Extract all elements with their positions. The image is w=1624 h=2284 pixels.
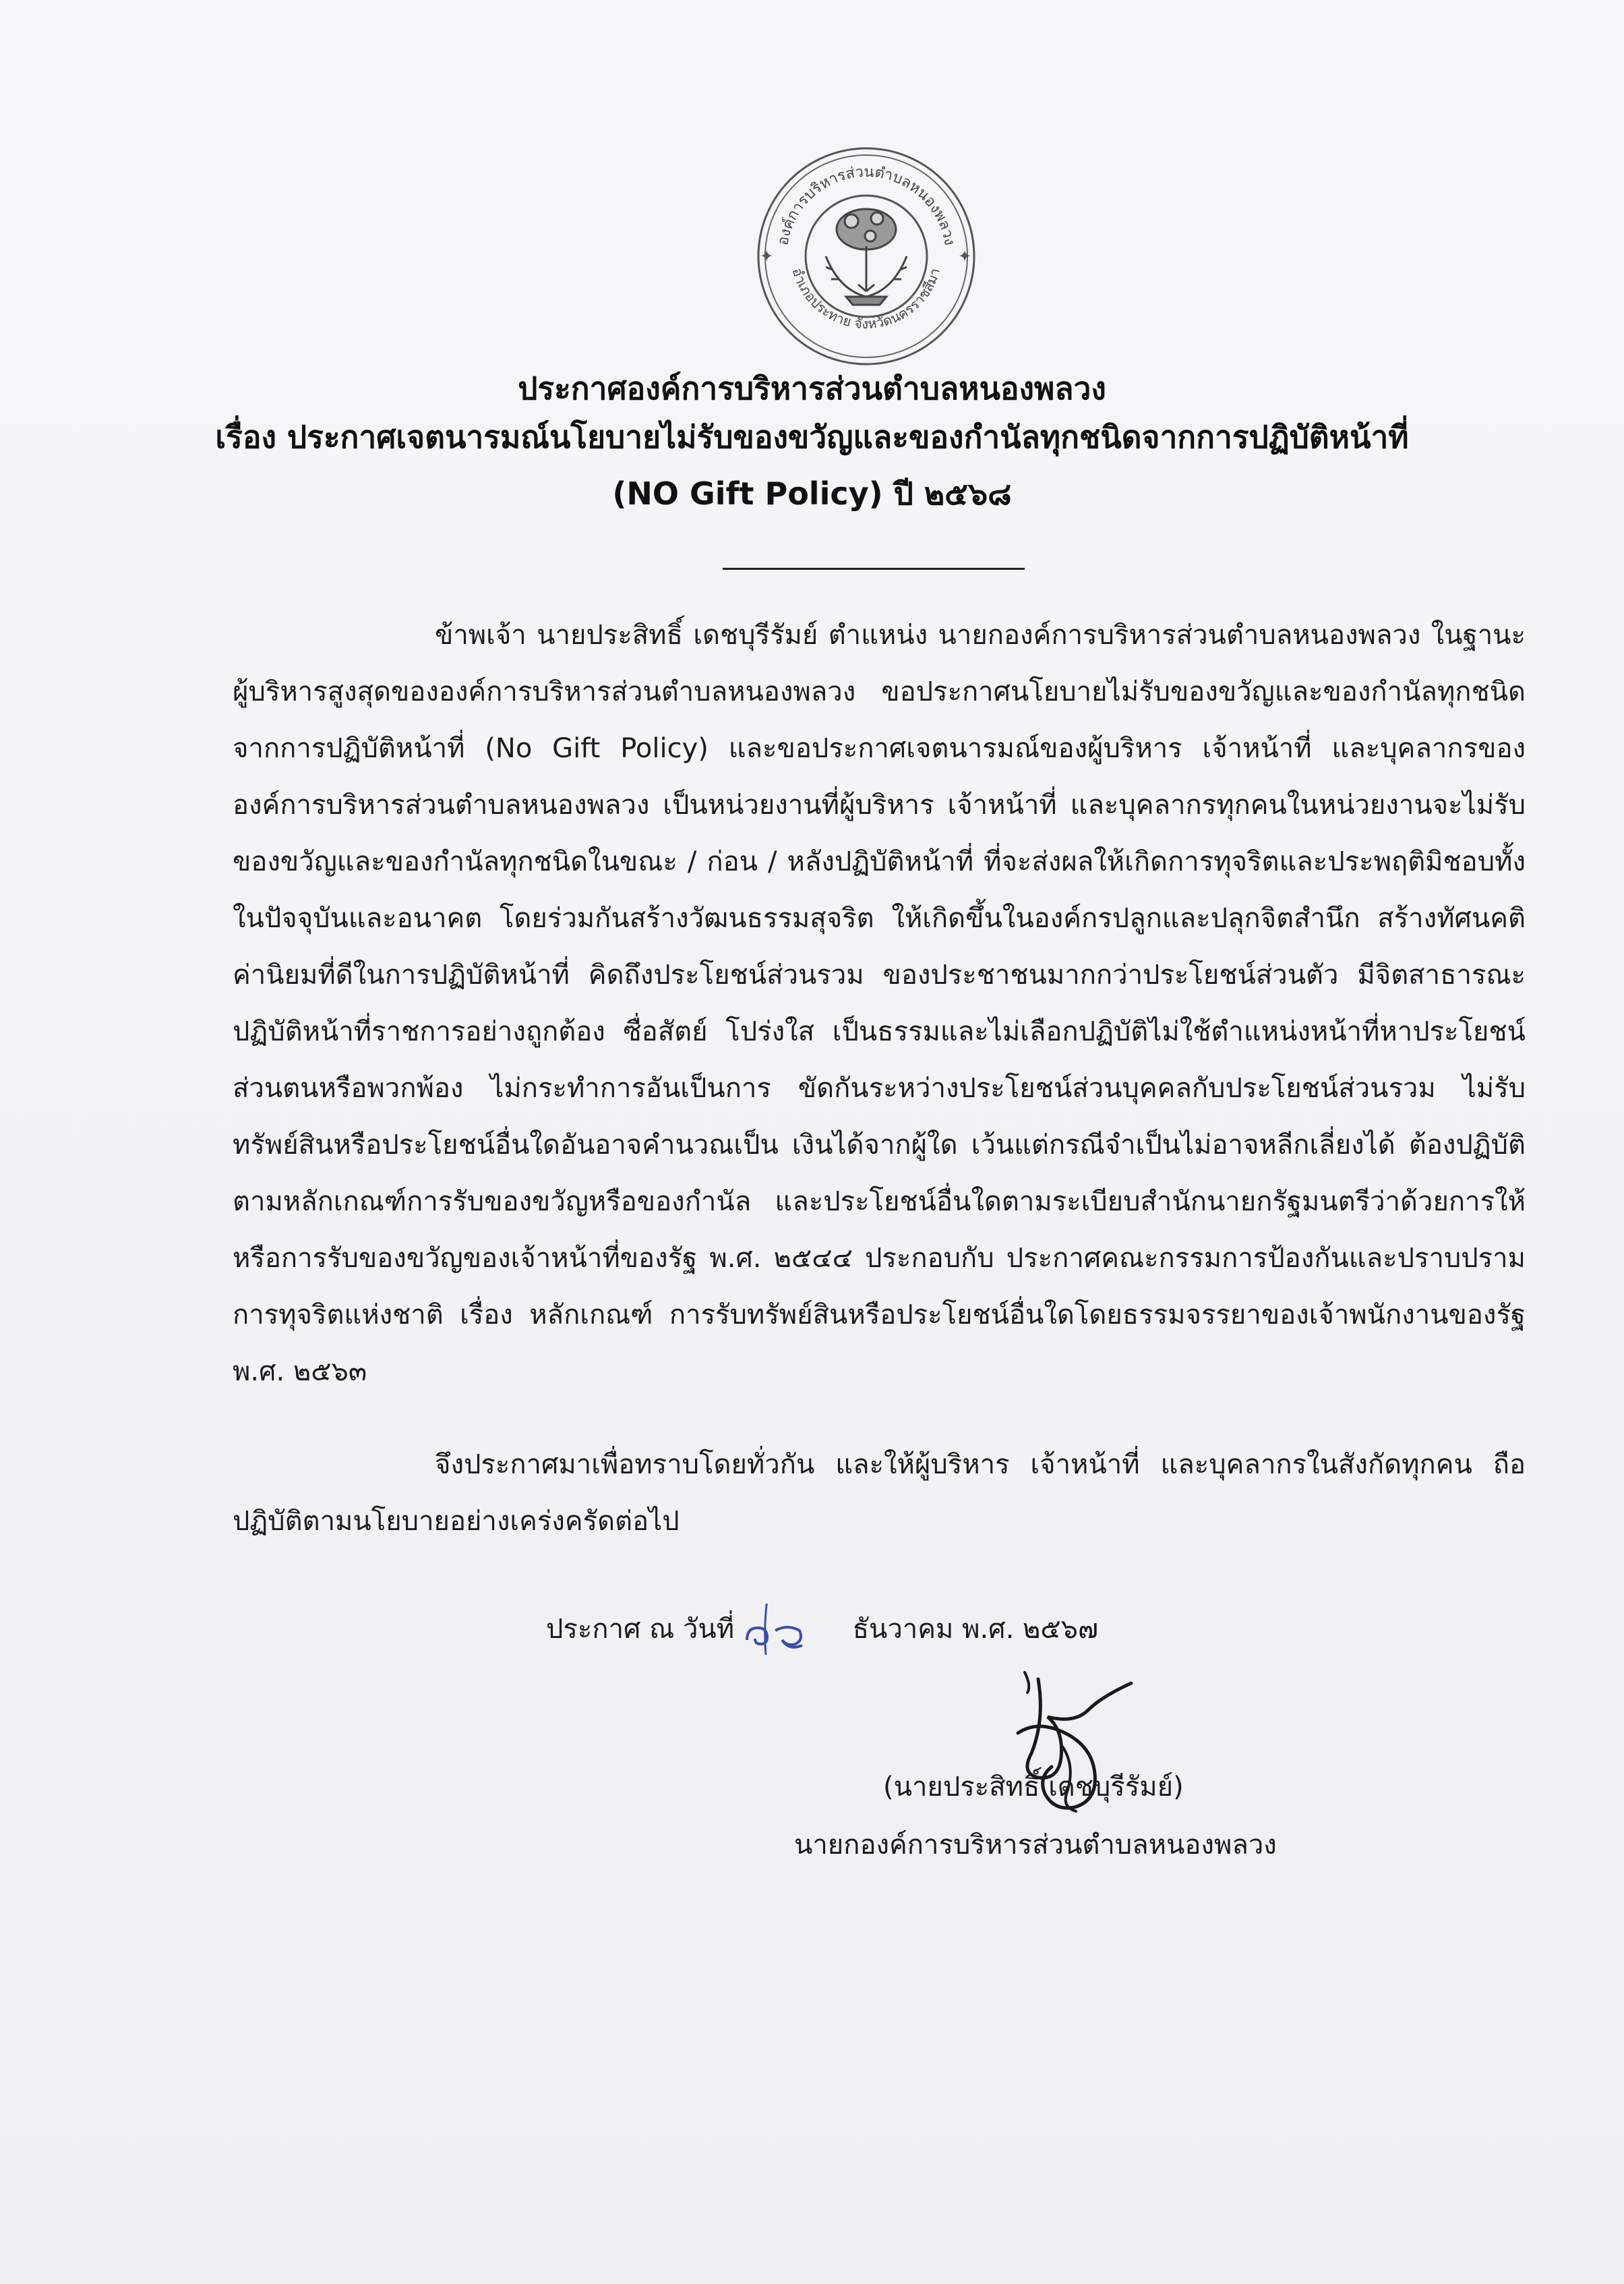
- signatory-name: (นายประสิทธิ์ เดชบุรีรัมย์): [883, 1771, 1184, 1803]
- announcement-policy-year: (NO Gift Policy) ปี ๒๕๖๘: [612, 475, 1012, 512]
- announcement-subject: เรื่อง ประกาศเจตนารมณ์นโยบายไม่รับของขวัญและของกำนัลทุกชนิดจากการปฏิบัติหน้าที่: [215, 419, 1409, 455]
- svg-text:✦: ✦: [760, 247, 774, 266]
- body-paragraph-1: ข้าพเจ้า นายประสิทธิ์ เดชบุรีรัมย์ ตำแหน่ง นายกองค์การบริหารส่วนตำบลหนองพลวง ในฐานะผู้บริหารสูงสุดขององค์การบริหารส่วนตำบลหนองพลวง ขอประกาศนโยบายไม่รับของขวัญและของกำนัลทุกชนิดจากการปฏิบัติหน้าที่ (No Gift Policy) และขอประกาศเจตนารมณ์ของผู้บริหาร เจ้าหน้าที่ และบุคลากรขององค์การบริหารส่วนตำบลหนองพลวง เป็นหน่วยงานที่ผู้บริหาร เจ้าหน้าที่ และบุคลากรทุกคนในหน่วยงานจะไม่รับของขวัญและของกำนัลทุกชนิดในขณะ / ก่อน / หลังปฏิบัติหน้าที่ ที่จะส่งผลให้เกิดการทุจริตและประพฤติมิชอบทั้งในปัจจุบันและอนาคต โดยร่วมกันสร้างวัฒนธรรมสุจริต ให้เกิดขึ้นในองค์กรปลูกและปลุกจิตสำนึก สร้างทัศนคติ ค่านิยมที่ดีในการปฏิบัติหน้าที่ คิดถึงประโยชน์ส่วนรวม ของประชาชนมากกว่าประโยชน์ส่วนตัว มีจิตสาธารณะ ปฏิบัติหน้าที่ราชการอย่างถูกต้อง ซื่อสัตย์ โปร่งใส เป็นธรรมและไม่เลือกปฏิบัติไม่ใช้ตำแหน่งหน้าที่หาประโยชน์ส่วนตนหรือพวกพ้อง ไม่กระทำการอันเป็นการ ขัดกันระหว่างประโยชน์ส่วนบุคคลกับประโยชน์ส่วนรวม ไม่รับทรัพย์สินหรือประโยชน์อื่นใดอันอาจคำนวณเป็น เงินได้จากผู้ใด เว้นแต่กรณีจำเป็นไม่อาจหลีกเลี่ยงได้ ต้องปฏิบัติตามหลักเกณฑ์การรับของขวัญหรือของกำนัล และประโยชน์อื่นใดตามระเบียบสำนักนายกรัฐมนตรีว่าด้วยการให้หรือการรับของขวัญของเจ้าหน้าที่ของรัฐ พ.ศ. ๒๕๔๔ ประกอบกับ ประกาศคณะกรรมการป้องกันและปราบปรามการทุจริตแห่งชาติ เรื่อง หลักเกณฑ์ การรับทรัพย์สินหรือประโยชน์อื่นใดโดยธรรมจรรยาของเจ้าพนักงานของรัฐ พ.ศ. ๒๕๖๓: [233, 620, 1526, 1387]
- seal-bottom-text: อำเภอประทาย จังหวัดนครราชสีมา: [789, 265, 944, 332]
- body-paragraph-2: จึงประกาศมาเพื่อทราบโดยทั่วกัน และให้ผู้บริหาร เจ้าหน้าที่ และบุคลากรในสังกัดทุกคน ถือปฏิบัติตามนโยบายอย่างเคร่งครัดต่อไป: [233, 1449, 1526, 1537]
- seal-top-text: องค์การบริหารส่วนตำบลหนองพลวง: [775, 163, 958, 247]
- seal-emblem-icon: [826, 209, 907, 305]
- handwritten-day: [733, 1604, 828, 1658]
- announcement-title: ประกาศองค์การบริหารส่วนตำบลหนองพลวง: [518, 370, 1106, 407]
- signatory-position: นายกองค์การบริหารส่วนตำบลหนองพลวง: [794, 1829, 1277, 1861]
- svg-text:✦: ✦: [958, 247, 972, 266]
- official-seal: [745, 135, 988, 378]
- date-suffix: ธันวาคม พ.ศ. ๒๕๖๗: [852, 1614, 1099, 1645]
- title-divider: [723, 568, 1025, 570]
- date-prefix: ประกาศ ณ วันที่: [546, 1614, 735, 1645]
